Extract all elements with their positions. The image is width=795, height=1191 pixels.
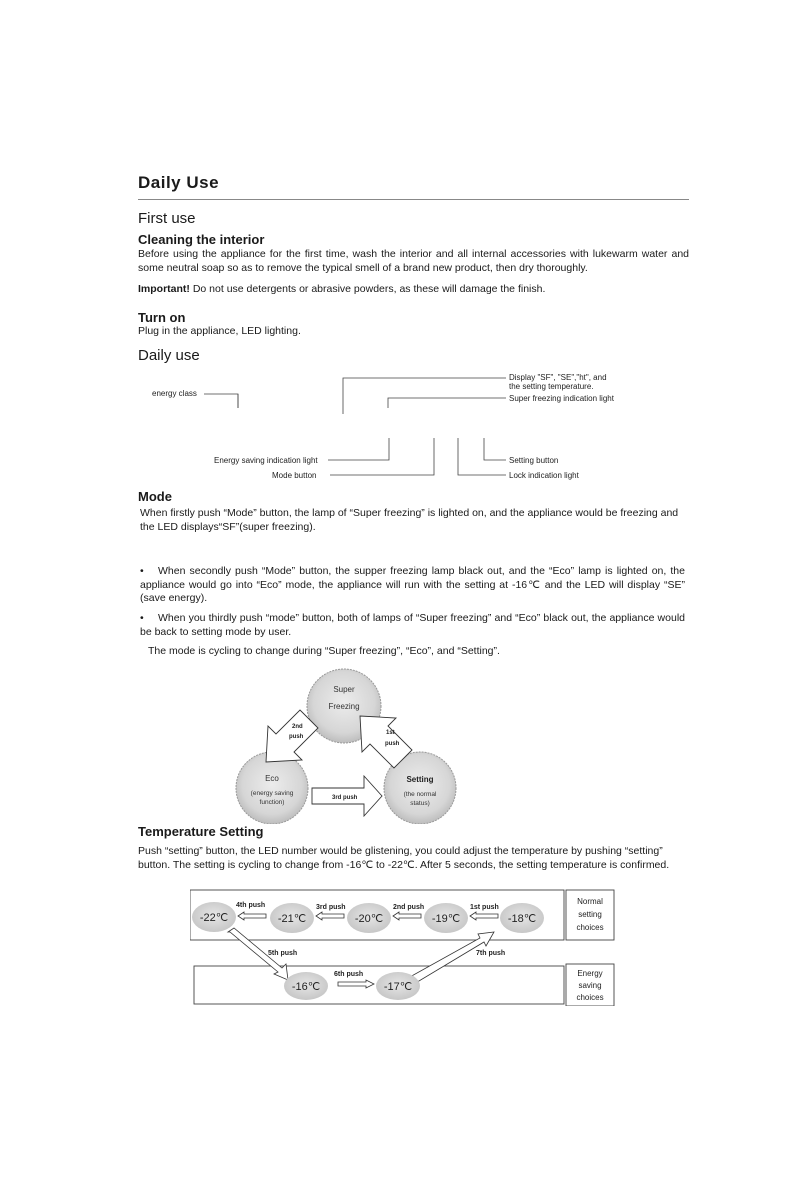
display-callout [343,378,506,414]
super-freezing-callout [388,398,506,408]
eco-bubble [236,752,308,824]
push-label-4: 4th push [236,902,266,909]
turn-on-text: Plug in the appliance, LED lighting. [138,325,301,337]
temp-saving-1: -17℃ [383,981,413,993]
turn-on-heading: Turn on [138,310,186,325]
bubble-eco-sub2: function) [259,799,285,806]
setting-button-callout [484,438,506,460]
bubble-eco-sub1: (energy saving [250,790,294,797]
normal-label-2: choices [576,923,604,932]
page-title: Daily Use [138,173,220,192]
saving-label-1: saving [578,981,602,990]
mode-cycle-text: The mode is cycling to change during “Super freezing”, “Eco”, and “Setting”. [148,645,500,657]
mode-cycle-diagram [228,664,468,824]
arrow-left [470,912,498,920]
push-label-2: 2nd push [393,904,425,911]
lock-light-callout [458,438,506,475]
normal-label-0: Normal [577,897,603,906]
temperature-heading: Temperature Setting [138,824,264,839]
display-label: Display "SF", "SE","ht", and [509,373,607,382]
mode-para1: When firstly push “Mode” button, the lamp of “Super freezing” is lighted on, and the appliance would be freezing and the LED displays“SF”(super freezing). [140,507,679,533]
push-label-7: 7th push [476,950,506,957]
temp-normal-4: -18℃ [507,913,537,925]
setting-button-label: Setting button [509,456,559,465]
temp-normal-0: -22℃ [199,912,229,924]
bubble-setting-sub1: (the normal [403,791,437,798]
push2-num: 2nd [292,724,303,730]
energy-saving-label: Energy saving indication light [214,456,318,465]
title-rule [138,199,689,200]
energy-class-label: energy class [152,389,197,398]
arrow-left [316,912,344,920]
push-label-1: 1st push [470,904,499,911]
push-label-5: 5th push [268,950,298,957]
push-label-3: 3rd push [316,904,346,911]
bubble-eco-text: Eco [265,774,279,783]
lock-light-label: Lock indication light [509,471,579,480]
push1-word: push [385,741,400,747]
important-text: Do not use detergents or abrasive powders, as these will damage the finish. [189,283,546,295]
cleaning-heading: Cleaning the interior [138,232,265,247]
temperature-text: Push “setting” button, the LED number would be glistening, you could adjust the temperature by pushing “setting” button. The setting is cycling to change from -16℃ to -22℃. After 5 seconds, the setting temperature is confirmed. [138,845,670,871]
mode-button-callout [330,438,434,475]
bubble-setting-text: Setting [406,775,434,784]
bubble-freezing-text: Freezing [328,702,360,711]
temp-normal-1: -21℃ [277,913,307,925]
important-label: Important! [138,283,190,295]
first-use-heading: First use [138,210,196,227]
mode-bullet1: • When secondly push “Mode” button, the supper freezing lamp black out, and the “Eco” lamp is lighted on, the appliance would go into “Eco” mode, the appliance will run with the setting at -16℃ and the LED will display “SE” (save energy). [140,565,685,604]
mode-bullet1-text: When secondly push “Mode” button, the supper freezing lamp black out, and the “Eco” lamp is lighted on, the appliance would go into “Eco” mode, the appliance will run with the setting at -16℃ and the LED will display “SE” (save energy). [140,565,685,604]
cleaning-text: Before using the appliance for the first time, wash the interior and all internal accessories with lukewarm water and some neutral soap so as to remove the typical smell of a brand new product, then dry thoroughly. [138,248,689,274]
daily-use-heading: Daily use [138,347,200,364]
normal-label-1: setting [578,910,602,919]
push-label-6: 6th push [334,971,364,978]
saving-label-0: Energy [577,969,603,978]
bubble-super-text: Super [333,685,355,694]
super-freezing-label: Super freezing indication light [509,394,614,403]
push1-num: 1st [386,730,395,736]
important-note [138,283,689,297]
mode-bullet2: • When you thirdly push “mode” button, both of lamps of “Super freezing” and “Eco” black out, the appliance would be back to setting mode by user. [140,612,685,638]
mode-bullet2-text: When you thirdly push “mode” button, both of lamps of “Super freezing” and “Eco” black out, the appliance would be back to setting mode by user. [140,612,685,638]
arrow-left [393,912,421,920]
arrow-6th [338,980,374,988]
bubble-setting-sub2: status) [410,800,430,807]
mode-heading: Mode [138,489,172,504]
display-label-2: the setting temperature. [509,382,594,391]
saving-label-2: choices [576,993,604,1002]
energy-saving-callout [328,438,389,460]
arrow-left [238,912,266,920]
temp-saving-0: -16℃ [291,981,321,993]
control-panel-diagram [138,368,658,484]
energy-class-callout [204,394,238,408]
temperature-cycle-diagram [190,888,616,1006]
push2-word: push [289,734,304,740]
push3-label: 3rd push [332,795,358,801]
temp-normal-3: -19℃ [431,913,461,925]
temp-normal-2: -20℃ [354,913,384,925]
mode-button-label: Mode button [272,471,317,480]
